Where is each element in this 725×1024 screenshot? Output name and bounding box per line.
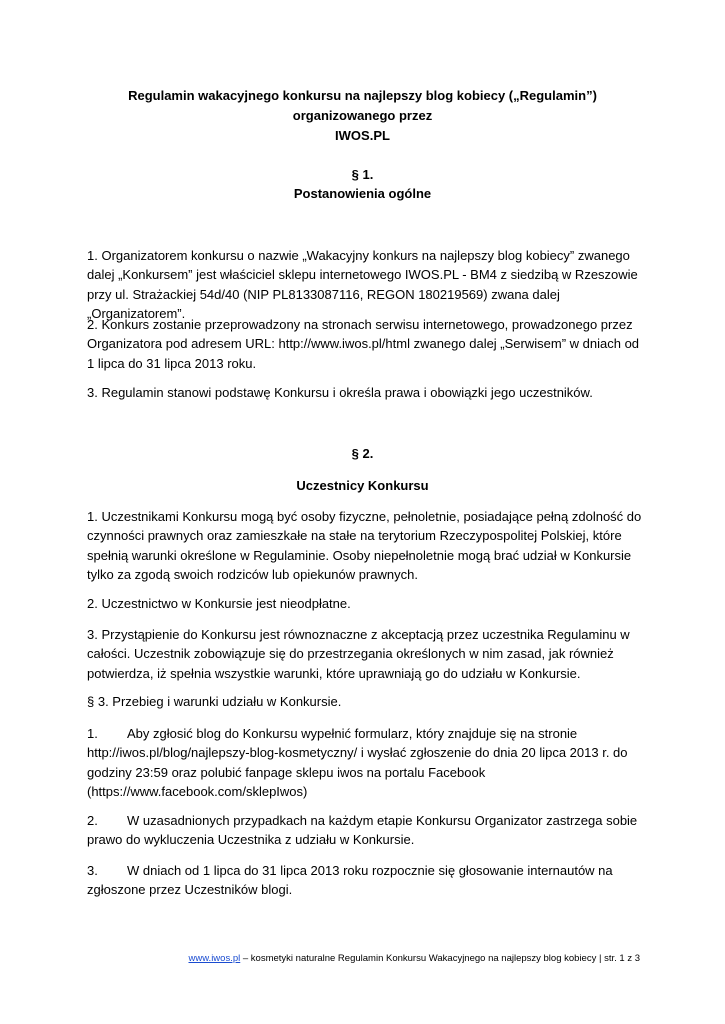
item-text: Aby zgłosić blog do Konkursu wypełnić formularz, który znajduje się na stronie http://iwos.pl/blog/najlepszy-blog-kosmetyczny/ i wysłać zgłoszenie do dnia 20 lipca 2013 r. do godziny 23:59 oraz polubić fanpage sklepu iwos na portalu Facebook (https://www.facebook.com/sklepIwos): [87, 726, 628, 799]
section-3-item-2: [87, 811, 647, 850]
section-1-paragraph-1: 1. Organizatorem konkursu o nazwie „Wakacyjny konkurs na najlepszy blog kobiecy” zwanego dalej „Konkursem” jest właściciel sklepu internetowego IWOS.PL - BM4 z siedzibą w Rzeszowie przy ul. Strażackiej 54d/40 (NIP PL8133087116, REGON 180219569) zwana dalej „Organizatorem”.: [87, 248, 638, 321]
section-1-paragraph-3: 3. Regulamin stanowi podstawę Konkursu i określa prawa i obowiązki jego uczestników.: [87, 385, 593, 400]
section-1-title: Postanowienia ogólne: [293, 186, 432, 201]
section-2-paragraph-2: 2. Uczestnictwo w Konkursie jest nieodpłatne.: [87, 596, 351, 611]
section-3-heading: § 3. Przebieg i warunki udziału w Konkursie.: [87, 694, 342, 709]
title-line-1: Regulamin wakacyjnego konkursu na najlepszy blog kobiecy („Regulamin”) organizowanego przez: [128, 88, 597, 123]
item-text: W dniach od 1 lipca do 31 lipca 2013 roku rozpocznie się głosowanie internautów na zgłoszone przez Uczestników blogi.: [87, 863, 613, 898]
item-number: 2.: [87, 813, 98, 828]
item-number: 3.: [87, 863, 98, 878]
section-1-number: § 1.: [351, 167, 374, 182]
section-3-item-3: [87, 861, 647, 900]
section-2-paragraph-1: 1. Uczestnikami Konkursu mogą być osoby fizyczne, pełnoletnie, posiadające pełną zdolność do czynności prawnych oraz zamieszkałe na stałe na terytorium Rzeczypospolitej Polskiej, które spełnią warunki określone w Regulaminie. Osoby niepełnoletnie mogą brać udział w Konkursie tylko za zgodą swoich rodziców lub opiekunów prawnych.: [87, 509, 642, 582]
title-line-2: IWOS.PL: [335, 128, 390, 143]
item-text: W uzasadnionych przypadkach na każdym etapie Konkursu Organizator zastrzega sobie prawo do wykluczenia Uczestnika z udziału w Konkursie.: [87, 813, 638, 848]
item-number: 1.: [87, 726, 98, 741]
section-2-number: § 2.: [351, 446, 374, 461]
section-2-title: Uczestnicy Konkursu: [296, 478, 429, 493]
page-footer: [189, 953, 641, 964]
section-3-item-1: [87, 724, 647, 801]
section-1-paragraph-2: 2. Konkurs zostanie przeprowadzony na stronach serwisu internetowego, prowadzonego przez Organizatora pod adresem URL: http://www.iwos.pl/html zwanego dalej „Serwisem” w dniach od 1 lipca do 31 lipca 2013 roku.: [87, 317, 640, 371]
document-title: [80, 86, 645, 146]
section-2-paragraph-3: 3. Przystąpienie do Konkursu jest równoznaczne z akceptacją przez uczestnika Regulaminu w całości. Uczestnik zobowiązuje się do przestrzegania określonych w nim zasad, jak również potwierdza, iż spełnia wszystkie warunki, które uprawniają go do udziału w Konkursie.: [87, 627, 630, 681]
footer-text: – kosmetyki naturalne Regulamin Konkursu Wakacyjnego na najlepszy blog kobiecy | str. 1 z 3: [240, 953, 640, 964]
footer-link[interactable]: www.iwos.pl: [188, 953, 241, 964]
